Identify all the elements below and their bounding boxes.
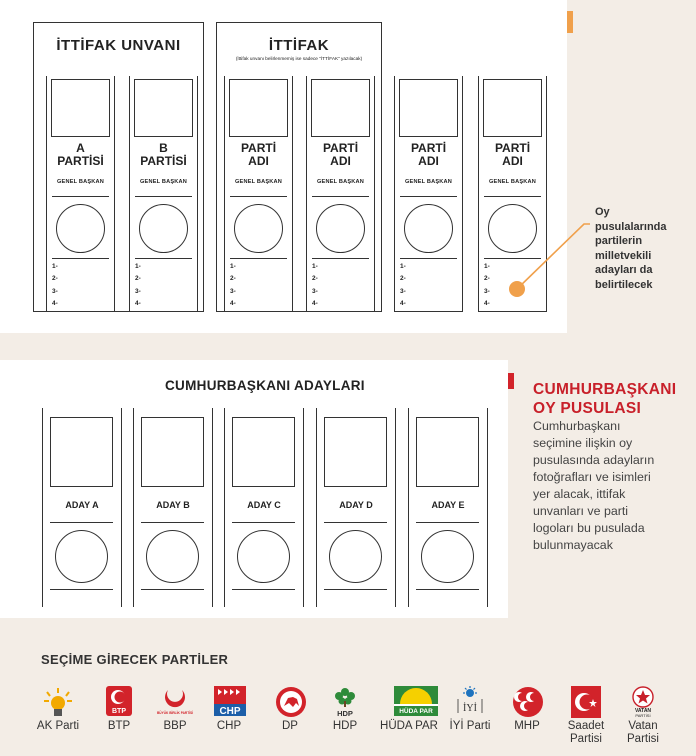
note-text: Oy pusulalarında partilerin milletvekili adayları da belirtilecek bbox=[595, 206, 667, 291]
party-name: A PARTİSİ bbox=[57, 141, 104, 168]
cb-body: Cumhurbaşkanı seçimine ilişkin oy pusulasında adayların fotoğrafları ve isimleri yer alacak, ittifak unvanları ve parti logoları bu pusulada bulunmayacak bbox=[533, 419, 655, 552]
party-name: PARTİ ADI bbox=[240, 141, 277, 168]
party-label: İYİ Parti bbox=[449, 720, 491, 732]
stamp-circle bbox=[329, 530, 382, 583]
candidate-photo-box bbox=[141, 417, 204, 487]
divider-line bbox=[232, 522, 295, 523]
party-item bbox=[611, 686, 675, 746]
alliance-title-2: İTTİFAK bbox=[268, 37, 330, 54]
crescent-star-icon bbox=[571, 686, 601, 716]
bulb-icon bbox=[43, 686, 73, 716]
accent-tab bbox=[567, 11, 573, 33]
tree-icon bbox=[330, 686, 360, 716]
divider-line bbox=[312, 258, 369, 259]
candidate-numbers: 1- 2- 3- 4- bbox=[400, 263, 406, 307]
divider-line bbox=[400, 258, 457, 259]
crescent-star-icon bbox=[104, 686, 134, 716]
divider-line bbox=[50, 522, 113, 523]
party-logo-box bbox=[483, 79, 542, 137]
three-crescents-icon bbox=[512, 686, 542, 716]
party-item bbox=[26, 686, 90, 733]
party-logo-box bbox=[399, 79, 458, 137]
svg-text:HÜDA PAR: HÜDA PAR bbox=[399, 708, 433, 715]
stamp-circle bbox=[421, 530, 474, 583]
candidate-photo-box bbox=[50, 417, 113, 487]
party-name: PARTİ ADI bbox=[322, 141, 359, 168]
candidate-name: ADAY B bbox=[156, 500, 190, 510]
divider-line bbox=[312, 196, 369, 197]
candidate-numbers: 1- 2- 3- 4- bbox=[135, 263, 141, 307]
party-item bbox=[197, 686, 261, 733]
party-label: HÜDA PAR bbox=[380, 720, 438, 732]
candidate-numbers: 1- 2- 3- 4- bbox=[230, 263, 236, 307]
party-label: Saadet Partisi bbox=[567, 720, 605, 745]
party-label: DP bbox=[282, 720, 298, 732]
star-icon bbox=[628, 686, 658, 716]
party-label: HDP bbox=[332, 720, 358, 732]
party-name: B PARTİSİ bbox=[140, 141, 187, 168]
party-label: Vatan Partisi bbox=[627, 720, 659, 745]
party-item bbox=[377, 686, 441, 733]
svg-text:PARTİSİ: PARTİSİ bbox=[635, 713, 651, 718]
divider-line bbox=[324, 589, 387, 590]
divider-line bbox=[52, 196, 109, 197]
candidate-photo-box bbox=[324, 417, 387, 487]
leader-label: GENEL BAŞKAN bbox=[488, 179, 537, 185]
six-arrows-icon bbox=[214, 686, 244, 716]
party-item bbox=[313, 686, 377, 733]
sun-icon bbox=[455, 686, 485, 716]
leader-label: GENEL BAŞKAN bbox=[56, 179, 105, 185]
divider-line bbox=[484, 196, 541, 197]
divider-line bbox=[141, 522, 204, 523]
stamp-circle bbox=[146, 530, 199, 583]
candidate-photo-box bbox=[416, 417, 479, 487]
party-logo-box bbox=[51, 79, 110, 137]
divider-line bbox=[230, 196, 287, 197]
sunrise-icon bbox=[394, 686, 433, 716]
party-name: PARTİ ADI bbox=[410, 141, 447, 168]
crescent-icon bbox=[156, 686, 194, 716]
stamp-circle bbox=[234, 204, 283, 253]
alliance-subtitle-2: (İttifak unvanı belirlenmemiş ise sadece "İTTİFAK" yazılacak) bbox=[235, 56, 363, 61]
party-label: MHP bbox=[514, 720, 540, 732]
divider-line bbox=[50, 589, 113, 590]
leader-label: GENEL BAŞKAN bbox=[404, 179, 453, 185]
divider-line bbox=[416, 589, 479, 590]
party-logo-box bbox=[134, 79, 193, 137]
alliance-title-1: İTTİFAK UNVANI bbox=[56, 37, 181, 54]
stamp-circle bbox=[316, 204, 365, 253]
svg-text:BTP: BTP bbox=[112, 708, 126, 715]
divider-line bbox=[232, 589, 295, 590]
party-item bbox=[87, 686, 151, 733]
candidate-numbers: 1- 2- 3- 4- bbox=[484, 263, 490, 307]
horse-icon bbox=[275, 686, 305, 716]
party-label: AK Parti bbox=[36, 720, 80, 732]
stamp-circle bbox=[139, 204, 188, 253]
party-item bbox=[554, 686, 618, 746]
candidate-photo-box bbox=[232, 417, 295, 487]
candidate-name: ADAY A bbox=[65, 500, 99, 510]
party-item bbox=[495, 686, 559, 733]
leader-label: GENEL BAŞKAN bbox=[139, 179, 188, 185]
party-name: PARTİ ADI bbox=[494, 141, 531, 168]
cb-heading: CUMHURBAŞKANI OY PUSULASI bbox=[533, 381, 677, 417]
divider-line bbox=[324, 522, 387, 523]
divider-line bbox=[52, 258, 109, 259]
candidate-numbers: 1- 2- 3- 4- bbox=[312, 263, 318, 307]
divider-line bbox=[135, 196, 192, 197]
divider-line bbox=[135, 258, 192, 259]
note-connector bbox=[510, 210, 590, 290]
party-logo-box bbox=[229, 79, 288, 137]
divider-line bbox=[416, 522, 479, 523]
party-label: BBP bbox=[163, 720, 187, 732]
party-label: BTP bbox=[107, 720, 131, 732]
stamp-circle bbox=[404, 204, 453, 253]
svg-text:İYİ: İYİ bbox=[463, 703, 477, 714]
candidate-name: ADAY C bbox=[247, 500, 281, 510]
party-logo-box bbox=[311, 79, 370, 137]
parties-title: SEÇİME GİRECEK PARTİLER bbox=[41, 652, 229, 667]
stamp-circle bbox=[237, 530, 290, 583]
presidential-title: CUMHURBAŞKANI ADAYLARI bbox=[165, 378, 365, 393]
candidate-numbers: 1- 2- 3- 4- bbox=[52, 263, 58, 307]
divider-line bbox=[141, 589, 204, 590]
candidate-name: ADAY D bbox=[339, 500, 373, 510]
candidate-name: ADAY E bbox=[431, 500, 465, 510]
party-label: CHP bbox=[216, 720, 242, 732]
svg-text:VATAN: VATAN bbox=[634, 708, 652, 714]
svg-text:BÜYÜK BİRLİK PARTİSİ: BÜYÜK BİRLİK PARTİSİ bbox=[156, 711, 194, 715]
divider-line bbox=[230, 258, 287, 259]
leader-label: GENEL BAŞKAN bbox=[316, 179, 365, 185]
party-item bbox=[438, 686, 502, 733]
svg-text:HDP: HDP bbox=[337, 709, 353, 718]
leader-label: GENEL BAŞKAN bbox=[234, 179, 283, 185]
accent-red-bar bbox=[508, 373, 514, 389]
divider-line bbox=[400, 196, 457, 197]
svg-text:CHP: CHP bbox=[219, 706, 241, 717]
stamp-circle bbox=[55, 530, 108, 583]
stamp-circle bbox=[56, 204, 105, 253]
